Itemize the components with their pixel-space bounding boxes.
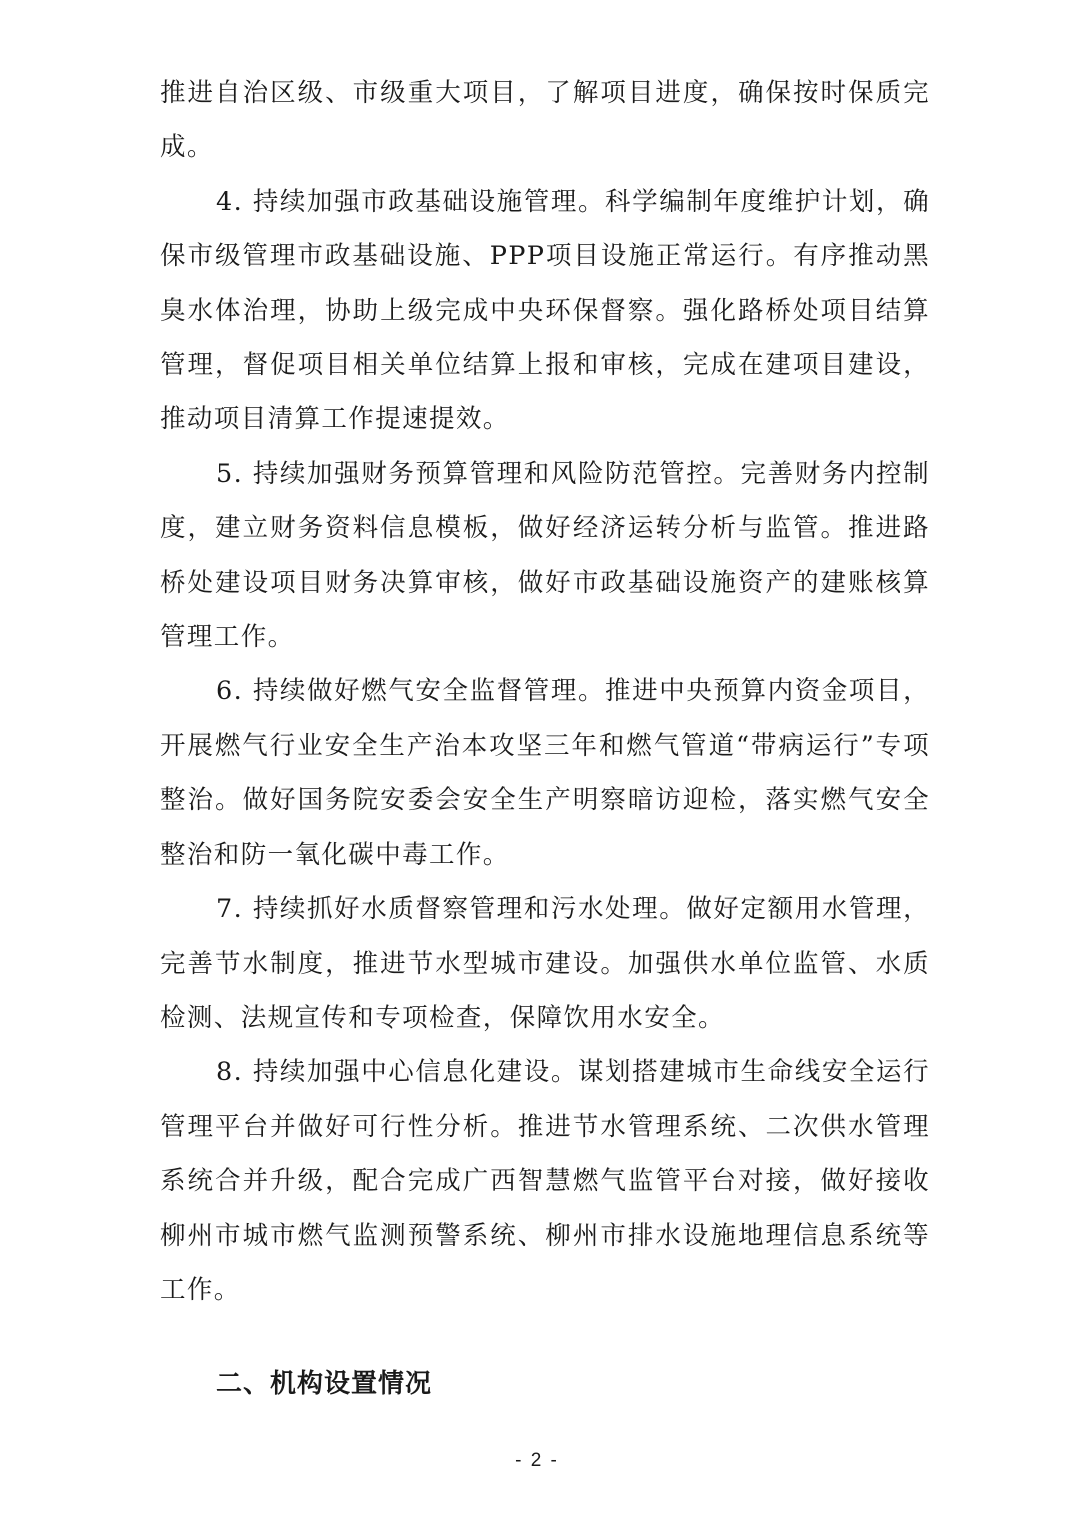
paragraph-continuation: 推进自治区级、市级重大项目，了解项目进度，确保按时保质完成。 (160, 78, 930, 163)
page-number: - 2 - (515, 1450, 559, 1471)
paragraph-item-5: 5. 持续加强财务预算管理和风险防范管控。完善财务内控制度，建立财务资料信息模板，做好经济运转分析与监管。推进路桥处建设项目财务决算审核，做好市政基础设施资产的建账核算管理工作。 (160, 458, 930, 653)
paragraph-item-8: 8. 持续加强中心信息化建设。谋划搭建城市生命线安全运行管理平台并做好可行性分析。推进节水管理系统、二次供水管理系统合并升级，配合完成广西智慧燃气监管平台对接，做好接收柳州市城市燃气监测预警系统、柳州市排水设施地理信息系统等工作。 (160, 1057, 930, 1305)
document-body (160, 66, 930, 1411)
section-heading: 二、机构设置情况 (216, 1369, 433, 1400)
paragraph-item-4: 4. 持续加强市政基础设施管理。科学编制年度维护计划，确保市级管理市政基础设施、PPP项目设施正常运行。有序推动黑臭水体治理，协助上级完成中央环保督察。强化路桥处项目结算管理，督促项目相关单位结算上报和审核，完成在建项目建设，推动项目清算工作提速提效。 (160, 186, 930, 435)
paragraph-item-6: 6. 持续做好燃气安全监督管理。推进中央预算内资金项目，开展燃气行业安全生产治本攻坚三年和燃气管道“带病运行”专项整治。做好国务院安委会安全生产明察暗访迎检，落实燃气安全整治和防一氧化碳中毒工作。 (160, 676, 930, 870)
paragraph-item-7: 7. 持续抓好水质督察管理和污水处理。做好定额用水管理，完善节水制度，推进节水型城市建设。加强供水单位监管、水质检测、法规宣传和专项检查，保障饮用水安全。 (160, 894, 930, 1033)
